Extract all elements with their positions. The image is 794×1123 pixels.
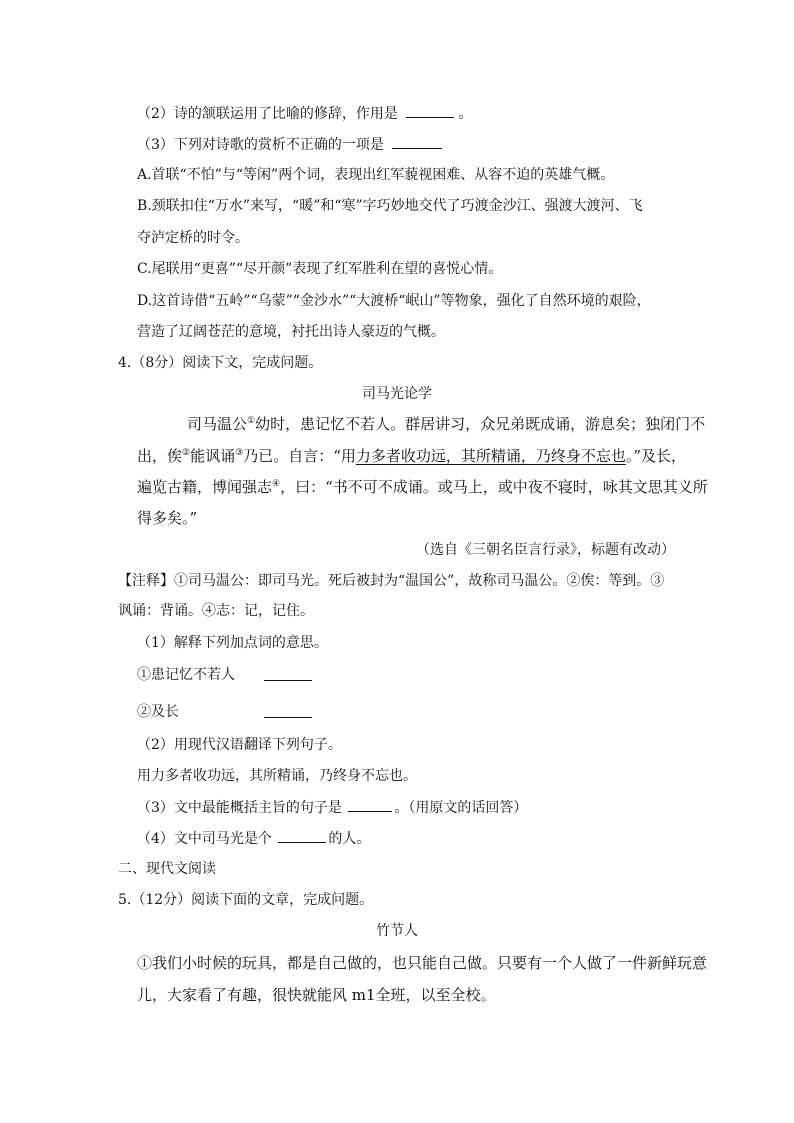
q4-note-line1: 【注释】①司马温公：即司马光。死后被封为“温国公”，故称司马温公。②俟：等到。③ [118, 573, 665, 589]
q3-option-b-line1: B.颈联扣住“万水”来写，“暖”和“寒”字巧妙地交代了巧渡金沙江、强渡大渡河、飞 [137, 198, 643, 214]
answer-blank [264, 666, 312, 681]
answer-blank [264, 703, 312, 718]
q4-passage-line1: 司马温公①幼时，患记忆不若人。群居讲习，众兄弟既成诵，游息矣；独闭门不 [187, 415, 706, 433]
answer-blank [392, 134, 442, 149]
answer-blank [278, 828, 326, 843]
q4-source: （选自《三朝名臣言行录》，标题有改动） [416, 542, 675, 558]
q3-sub2: （2）诗的颔联运用了比喻的修辞，作用是 。 [137, 103, 472, 124]
q4-sub4: （4）文中司马光是个 的人。 [137, 828, 370, 849]
underlined-sentence: 力多者收功远，其所精诵，乃终身不忘也 [355, 447, 626, 465]
section-heading: 二、现代文阅读 [118, 861, 216, 877]
q4-title: 司马光论学 [362, 386, 432, 402]
q3-option-a: A.首联“不怕”与“等闲”两个词，表现出红军藐视困难、从容不迫的英雄气概。 [137, 167, 615, 183]
q4-item1: ①患记忆不若人 [137, 667, 235, 683]
answer-blank [406, 103, 454, 118]
q4-note-line2: 讽诵：背诵。④志：记，记住。 [118, 603, 314, 619]
q3-option-c: C.尾联用“更喜”“尽开颜”表现了红军胜利在望的喜悦心情。 [137, 261, 503, 277]
q3-option-d-line1: D.这首诗借“五岭”“乌蒙”“金沙水”“大渡桥“岷山”等物象，强化了自然环境的艰险， [137, 293, 651, 309]
q4-item2: ②及长 [137, 704, 179, 720]
q5-passage-line2: 儿，大家看了有趣，很快就能风 m1全班，以至全校。 [137, 986, 496, 1004]
q3-option-d-line2: 营造了辽阔苍茫的意境，衬托出诗人豪迈的气概。 [137, 324, 445, 340]
q3-sub3: （3）下列对诗歌的赏析不正确的一项是 [137, 134, 442, 155]
q4-passage-line4: 得多矣。” [137, 509, 198, 527]
q5-passage-line1: ①我们小时候的玩具，都是自己做的，也只能自己做。只要有一个人做了一件新鲜玩意 [137, 954, 708, 972]
answer-blank [348, 797, 392, 812]
q5-header: 5.（12分）阅读下面的文章，完成问题。 [118, 892, 374, 908]
q5-title: 竹节人 [376, 923, 418, 939]
q4-sub2: （2）用现代汉语翻译下列句子。 [137, 737, 342, 753]
q3-option-b-line2: 夺泸定桥的时令。 [137, 230, 249, 246]
q4-header: 4.（8分）阅读下文，完成问题。 [118, 355, 323, 371]
q4-sub1: （1）解释下列加点词的意思。 [137, 635, 328, 651]
q4-passage-line2: 出，俟②能讽诵③乃已。自言：“用力多者收功远，其所精诵，乃终身不忘也。”及长， [137, 447, 687, 465]
q4-sub3: （3）文中最能概括主旨的句子是 。（用原文的话回答） [137, 797, 527, 818]
q4-passage-line3: 遍览古籍，博闻强志④，曰：“书不可不成诵。或马上，或中夜不寝时，咏其文思其义所 [137, 478, 708, 496]
q4-sentence: 用力多者收功远，其所精诵，乃终身不忘也。 [137, 768, 417, 784]
